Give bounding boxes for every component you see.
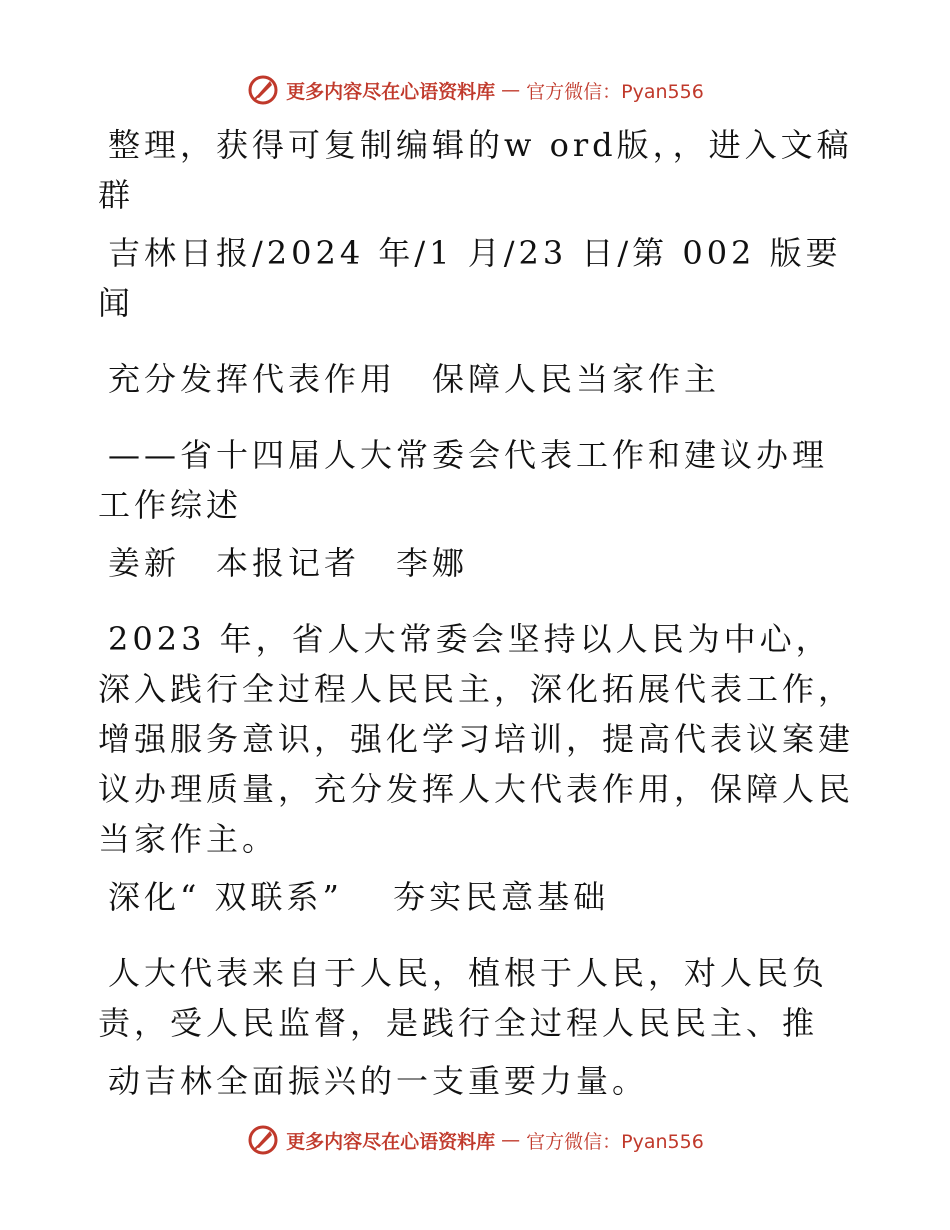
intro-paragraph: 整理，获得可复制编辑的w ord版，，进入文稿群: [98, 126, 853, 214]
lead-paragraph: 2023 年，省人大常委会坚持以人民为中心，深入践行全过程人民民主，深化拓展代表工作，增强服务意识，强化学习培训，提高代表议案建议办理质量，充分发挥人大代表作用，保障人民当家作主。: [98, 620, 855, 858]
watermark-suffix: 官方微信：Pyan556: [526, 80, 704, 103]
quill-logo-icon: [246, 73, 280, 107]
body-paragraph: 人大代表来自于人民，植根于人民，对人民负责，受人民监督，是践行全过程人民民主、推: [98, 954, 829, 1042]
watermark-suffix: 官方微信：Pyan556: [526, 1130, 704, 1153]
watermark-dash: —: [501, 79, 521, 101]
body-paragraph-continued: 动吉林全面振兴的一支重要力量。: [108, 1062, 649, 1100]
footer-watermark: [0, 1120, 950, 1160]
watermark-brand: 更多内容尽在心语资料库: [286, 1130, 496, 1153]
section-heading: 深化“ 双联系” 夯实民意基础: [108, 878, 610, 916]
quill-logo-icon: [246, 1123, 280, 1157]
watermark-dash: —: [501, 1129, 521, 1151]
watermark-brand: 更多内容尽在心语资料库: [286, 80, 496, 103]
article-title: 充分发挥代表作用 保障人民当家作主: [108, 360, 721, 398]
article-subtitle: ——省十四届人大常委会代表工作和建议办理工作综述: [98, 436, 829, 524]
header-watermark: [0, 70, 950, 110]
document-body: [98, 120, 858, 1132]
source-line: 吉林日报/2024 年/1 月/23 日/第 002 版要闻: [98, 234, 842, 322]
byline: 姜新 本报记者 李娜: [108, 544, 469, 582]
